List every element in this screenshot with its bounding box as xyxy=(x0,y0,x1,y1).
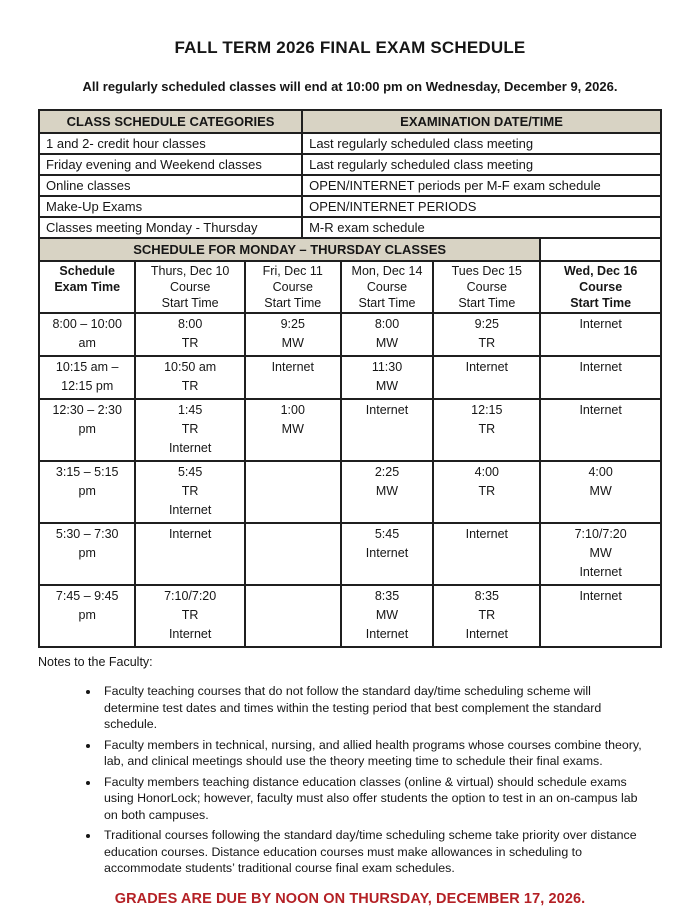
category-cell: OPEN/INTERNET PERIODS xyxy=(302,196,661,217)
schedule-column-header: Schedule Exam Time xyxy=(39,261,135,313)
category-row xyxy=(39,196,661,217)
category-cell: Last regularly scheduled class meeting xyxy=(302,154,661,175)
exam-time-cell: 12:30 – 2:30 pm xyxy=(39,399,135,461)
schedule-cell: 5:45 Internet xyxy=(341,523,434,585)
schedule-cell: 7:10/7:20 TR Internet xyxy=(135,585,244,647)
schedule-cell xyxy=(245,585,341,647)
schedule-cell: 12:15 TR xyxy=(433,399,540,461)
page-title: FALL TERM 2026 FINAL EXAM SCHEDULE xyxy=(174,38,526,57)
schedule-cell: 1:00 MW xyxy=(245,399,341,461)
category-header-cell: CLASS SCHEDULE CATEGORIES xyxy=(39,110,302,133)
category-cell: 1 and 2- credit hour classes xyxy=(39,133,302,154)
class-schedule-categories-table xyxy=(38,109,662,239)
category-cell: M-R exam schedule xyxy=(302,217,661,238)
category-cell: Last regularly scheduled class meeting xyxy=(302,133,661,154)
schedule-cell: 4:00 TR xyxy=(433,461,540,523)
schedule-row xyxy=(39,585,661,647)
schedule-cell: Internet xyxy=(540,313,661,356)
schedule-cell: 8:35 MW Internet xyxy=(341,585,434,647)
schedule-column-header: Tues Dec 15 Course Start Time xyxy=(433,261,540,313)
schedule-cell: Internet xyxy=(341,399,434,461)
schedule-column-header: Wed, Dec 16 Course Start Time xyxy=(540,261,661,313)
category-cell: OPEN/INTERNET periods per M-F exam schedule xyxy=(302,175,661,196)
schedule-cell: Internet xyxy=(540,356,661,399)
schedule-row xyxy=(39,313,661,356)
faculty-notes-list xyxy=(38,683,662,877)
schedule-cell: 2:25 MW xyxy=(341,461,434,523)
category-row xyxy=(39,217,661,238)
schedule-cell: Internet xyxy=(540,585,661,647)
note-item: • Faculty members in technical, nursing, and allied health programs whose courses combine theory, lab, and clinical meetings should use the theory meeting time to schedule their final exams. xyxy=(100,737,644,770)
schedule-cell: 8:00 MW xyxy=(341,313,434,356)
schedule-cell: 7:10/7:20 MW Internet xyxy=(540,523,661,585)
schedule-cell: 9:25 MW xyxy=(245,313,341,356)
page-subtitle: All regularly scheduled classes will end at 10:00 pm on Wednesday, December 9, 2026. xyxy=(82,79,618,94)
schedule-column-header: Thurs, Dec 10 Course Start Time xyxy=(135,261,244,313)
category-row xyxy=(39,175,661,196)
schedule-cell: 8:00 TR xyxy=(135,313,244,356)
schedule-cell: 8:35 TR Internet xyxy=(433,585,540,647)
category-cell: Classes meeting Monday - Thursday xyxy=(39,217,302,238)
note-item: • Faculty teaching courses that do not follow the standard day/time scheduling scheme will determine test dates and times within the testing period that best complement the standard schedule. xyxy=(100,683,644,733)
categories-header-row xyxy=(39,110,661,133)
exam-time-cell: 10:15 am – 12:15 pm xyxy=(39,356,135,399)
schedule-banner: SCHEDULE FOR MONDAY – THURSDAY CLASSES xyxy=(39,238,540,261)
note-item: • Traditional courses following the standard day/time scheduling scheme take priority over distance education courses. Distance education courses must make allowances in scheduling to accommodate students’ traditional course final exam schedules. xyxy=(100,827,644,877)
schedule-cell: 5:45 TR Internet xyxy=(135,461,244,523)
category-header-cell: EXAMINATION DATE/TIME xyxy=(302,110,661,133)
note-item: • Faculty members teaching distance education classes (online & virtual) should schedule exams using HonorLock; however, faculty must also offer students the option to test in an on-campus lab on both campuses. xyxy=(100,774,644,824)
schedule-cell: 4:00 MW xyxy=(540,461,661,523)
schedule-cell xyxy=(245,461,341,523)
schedule-cell: Internet xyxy=(245,356,341,399)
schedule-row xyxy=(39,523,661,585)
exam-time-cell: 7:45 – 9:45 pm xyxy=(39,585,135,647)
schedule-banner-row xyxy=(39,238,661,261)
exam-time-cell: 8:00 – 10:00 am xyxy=(39,313,135,356)
category-cell: Make-Up Exams xyxy=(39,196,302,217)
schedule-header-row xyxy=(39,261,661,313)
schedule-column-header: Mon, Dec 14 Course Start Time xyxy=(341,261,434,313)
category-row xyxy=(39,154,661,175)
schedule-cell: 9:25 TR xyxy=(433,313,540,356)
schedule-cell: 1:45 TR Internet xyxy=(135,399,244,461)
category-row xyxy=(39,133,661,154)
schedule-column-header: Fri, Dec 11 Course Start Time xyxy=(245,261,341,313)
schedule-row xyxy=(39,461,661,523)
schedule-banner-blank-cell xyxy=(540,238,661,261)
schedule-cell: Internet xyxy=(433,356,540,399)
schedule-row xyxy=(39,399,661,461)
category-cell: Friday evening and Weekend classes xyxy=(39,154,302,175)
monday-thursday-schedule-table xyxy=(38,237,662,648)
exam-time-cell: 5:30 – 7:30 pm xyxy=(39,523,135,585)
schedule-cell: Internet xyxy=(540,399,661,461)
notes-heading: Notes to the Faculty: xyxy=(38,655,153,669)
category-cell: Online classes xyxy=(39,175,302,196)
schedule-cell: 10:50 am TR xyxy=(135,356,244,399)
schedule-cell: Internet xyxy=(135,523,244,585)
schedule-row xyxy=(39,356,661,399)
grades-due-notice: GRADES ARE DUE BY NOON ON THURSDAY, DECEMBER 17, 2026. xyxy=(114,890,586,907)
schedule-cell: Internet xyxy=(433,523,540,585)
schedule-cell xyxy=(245,523,341,585)
exam-time-cell: 3:15 – 5:15 pm xyxy=(39,461,135,523)
schedule-cell: 11:30 MW xyxy=(341,356,434,399)
